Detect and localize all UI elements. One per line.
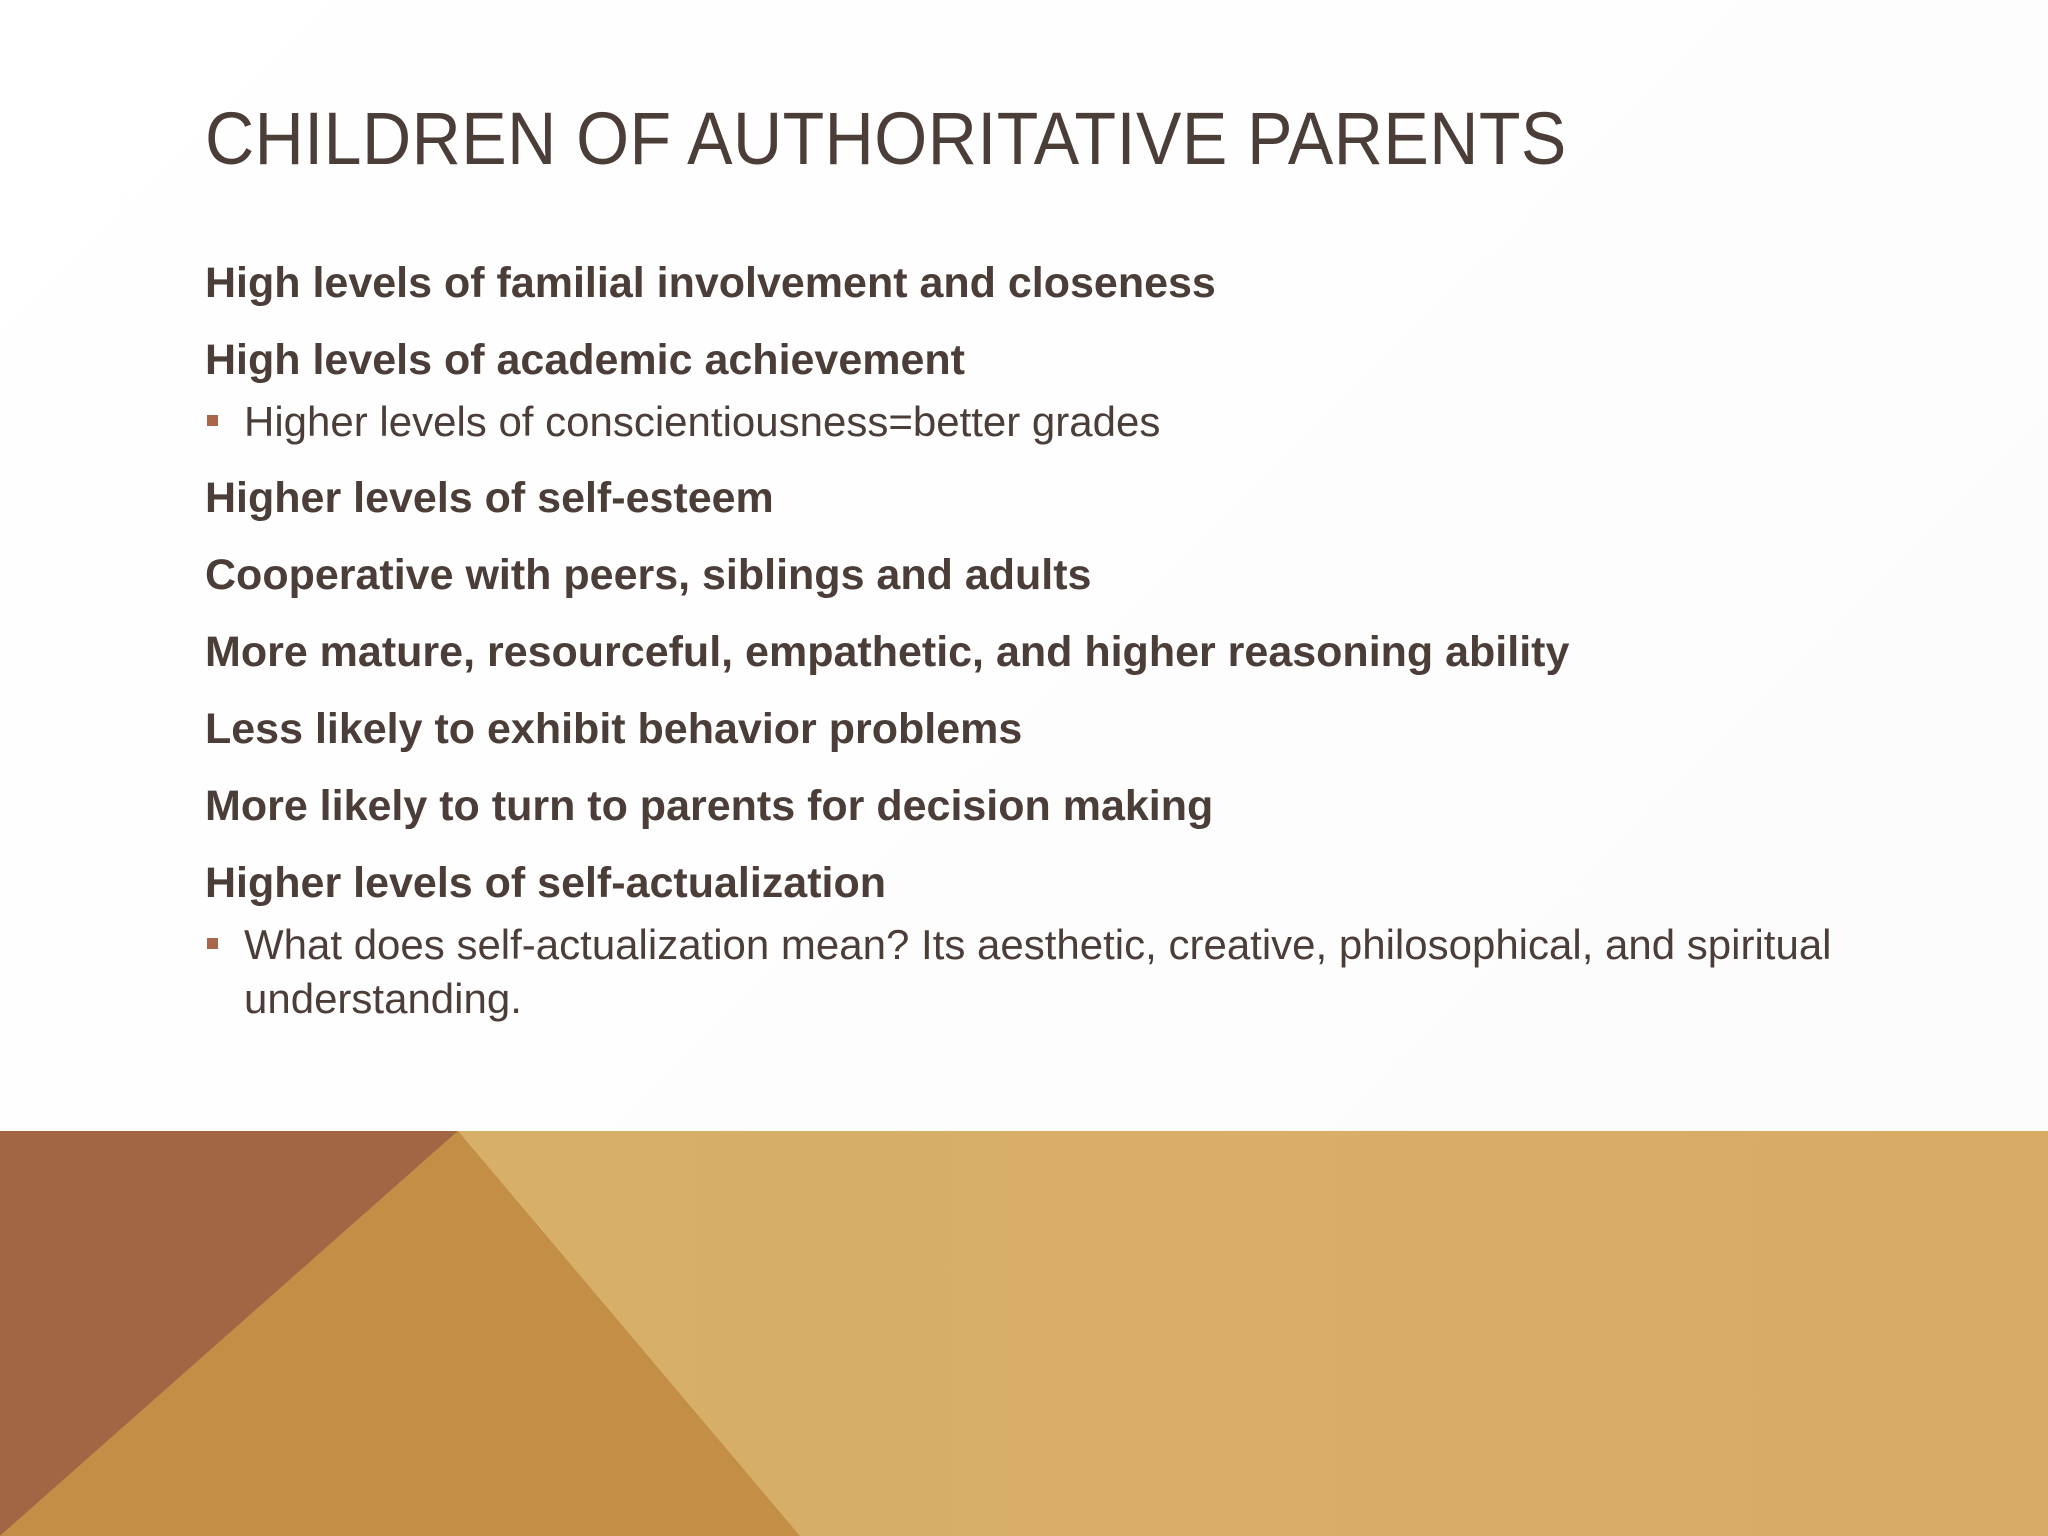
sub-bullet-text: Higher levels of conscientiousness=better grades	[244, 398, 1161, 445]
square-bullet-icon	[207, 938, 218, 949]
bullet-item: Higher levels of self-esteem	[205, 474, 774, 522]
slide-title: CHILDREN OF AUTHORITATIVE PARENTS	[205, 97, 1567, 180]
bullet-item: More likely to turn to parents for decision making	[205, 782, 1214, 830]
slide-content	[205, 255, 1845, 1047]
bullet-item: More mature, resourceful, empathetic, and higher reasoning ability	[205, 628, 1570, 676]
sub-bullet-text: What does self-actualization mean? Its aesthetic, creative, philosophical, and spiritual understanding.	[244, 921, 1832, 1022]
bullet-item: Less likely to exhibit behavior problems	[205, 705, 1023, 753]
bullet-item: High levels of familial involvement and closeness	[205, 259, 1216, 307]
bullet-item: Cooperative with peers, siblings and adults	[205, 551, 1092, 599]
bullet-item: High levels of academic achievement	[205, 336, 965, 384]
square-bullet-icon	[207, 415, 218, 426]
sub-bullet-item	[205, 918, 1845, 1026]
sub-bullet-item	[205, 395, 1845, 449]
bullet-item: Higher levels of self-actualization	[205, 859, 887, 907]
decorative-footer-band	[0, 1131, 2048, 1536]
